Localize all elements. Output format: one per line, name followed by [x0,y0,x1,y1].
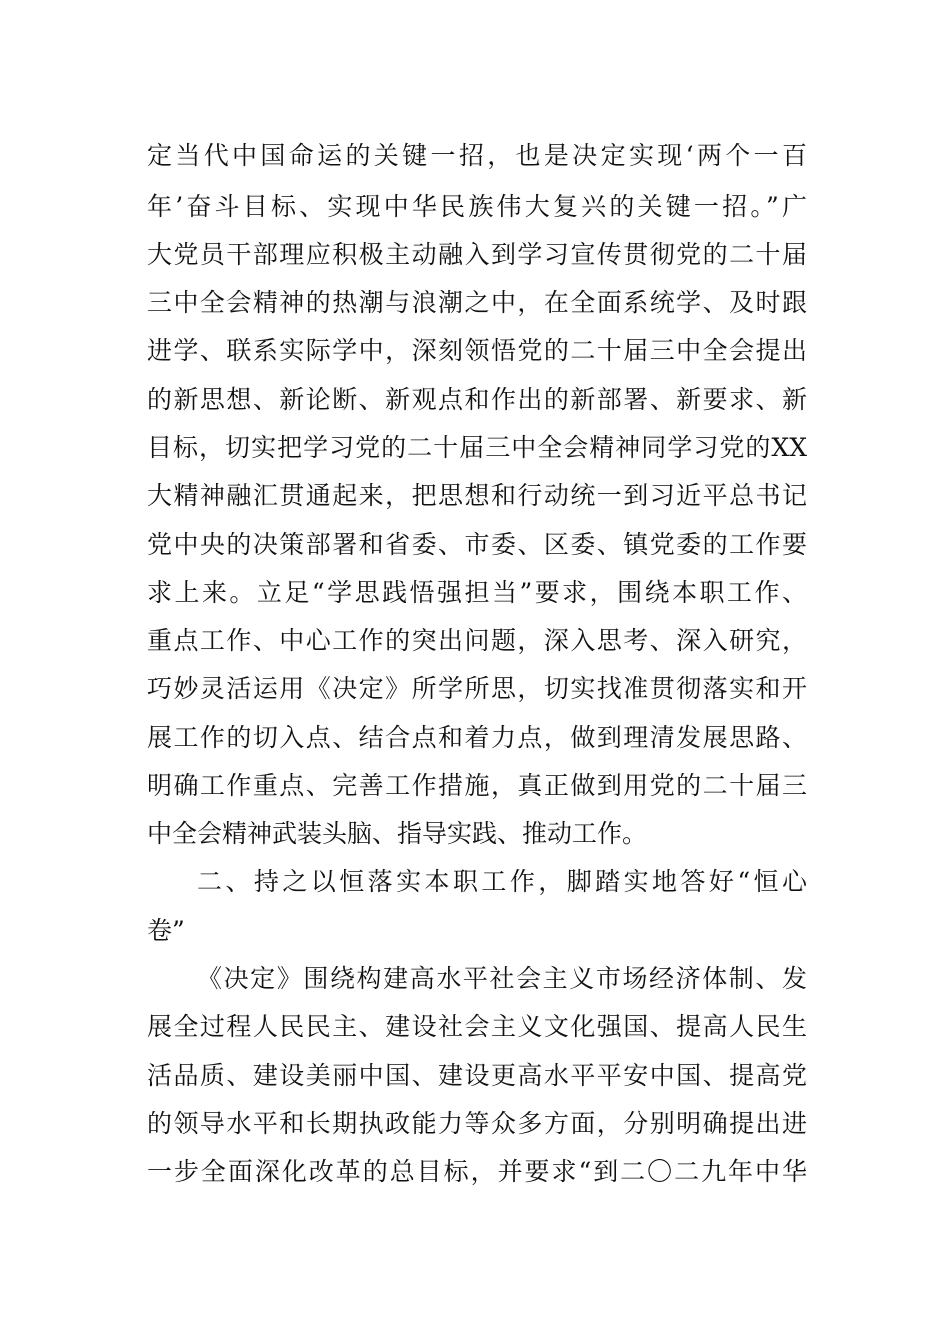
paragraph-line: 年’奋斗目标、实现中华民族伟大复兴的关键一招。”广 [147,192,807,221]
paragraph-line: 三中全会精神的热潮与浪潮之中，在全面系统学、及时跟 [147,288,807,317]
paragraph-line: 党中央的决策部署和省委、市委、区委、镇党委的工作要 [147,530,807,559]
paragraph-line: 展工作的切入点、结合点和着力点，做到理清发展思路、 [147,723,807,752]
paragraph-line: 《决定》围绕构建高水平社会主义市场经济体制、发 [197,964,807,993]
paragraph-line: 活品质、建设美丽中国、建设更高水平平安中国、提高党 [147,1061,807,1090]
paragraph-line: 的新思想、新论断、新观点和作出的新部署、新要求、新 [147,385,807,414]
paragraph-line: 大党员干部理应积极主动融入到学习宣传贯彻党的二十届 [147,240,807,269]
paragraph-line: 求上来。立足“学思践悟强担当”要求，围绕本职工作、 [147,578,807,607]
heading-line: 卷” [147,916,185,945]
paragraph-line: 目标，切实把学习党的二十届三中全会精神同学习党的XX [147,433,807,462]
paragraph-line: 一步全面深化改革的总目标，并要求“到二〇二九年中华 [147,1157,807,1186]
paragraph-line: 大精神融汇贯通起来，把思想和行动统一到习近平总书记 [147,481,807,510]
paragraph-line: 的领导水平和长期执政能力等众多方面，分别明确提出进 [147,1109,807,1138]
paragraph-line: 巧妙灵活运用《决定》所学所思，切实找准贯彻落实和开 [147,674,807,703]
paragraph-line: 中全会精神武装头脑、指导实践、推动工作。 [147,819,648,848]
paragraph-line: 重点工作、中心工作的突出问题，深入思考、深入研究， [147,626,807,655]
paragraph-line: 定当代中国命运的关键一招，也是决定实现‘两个一百 [147,141,807,170]
paragraph-line: 展全过程人民民主、建设社会主义文化强国、提高人民生 [147,1012,807,1041]
paragraph-line: 明确工作重点、完善工作措施，真正做到用党的二十届三 [147,771,807,800]
paragraph-line: 进学、联系实际学中，深刻领悟党的二十届三中全会提出 [147,336,807,365]
heading-line: 二、持之以恒落实本职工作，脚踏实地答好“恒心 [197,867,807,896]
